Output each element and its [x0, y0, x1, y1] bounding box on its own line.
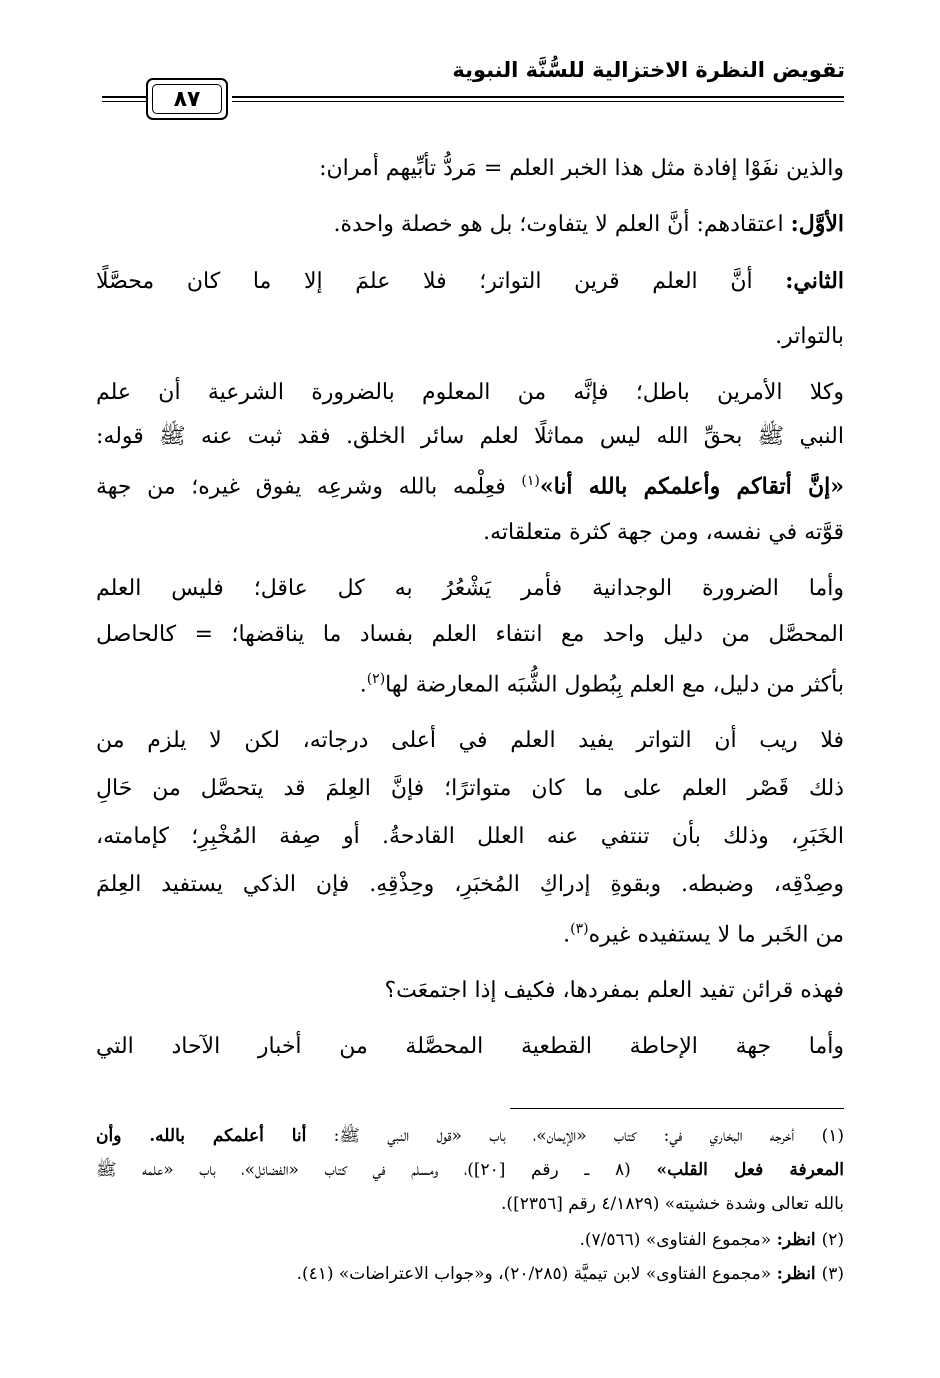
body-line: [334, 213, 845, 236]
footnote-label: انظر:: [776, 1230, 822, 1250]
header-rule: [232, 96, 844, 98]
body-text: من الخَبر ما لا يستفيده غيره: [588, 922, 844, 948]
running-header-title: تقويض النظرة الاختزالية للسُّنَّة النبوية: [452, 58, 845, 82]
header-rule-left-thin: [102, 101, 146, 102]
footnote-ref: (٣): [570, 921, 589, 937]
body-line: بالتواتر.: [775, 324, 844, 349]
footnote-line: [96, 1162, 844, 1179]
page-number: ٨٧: [152, 84, 222, 114]
footnote-line: بالله تعالى وشدة خشيته» (٤/١٨٢٩ رقم [٢٣٥٦]).: [501, 1194, 844, 1214]
footnote-line: [579, 1232, 844, 1249]
footnote-label: انظر:: [776, 1264, 822, 1284]
footnote-text: (٨ ـ رقم [٢٠])، ومسلم في كتاب «الفضائل»، باب «علمه ﷺ: [96, 1160, 657, 1180]
footnote-bold: أنا أعلمكم بالله. وأن: [96, 1126, 307, 1146]
body-text-end: .: [563, 922, 571, 948]
body-line: [96, 474, 844, 498]
footnote-ref: (٢): [366, 671, 386, 687]
footnote-number: (٢): [821, 1230, 844, 1250]
body-line: الخَبَرِ، وذلك بأن تنتفي عنه العلل القادحةُ. أو صِفة المُخْبِرِ؛ كإمامته،: [96, 824, 844, 849]
page-number-box: [146, 78, 228, 120]
header-rule-thin: [232, 101, 844, 102]
body-line: فلا ريب أن التواتر يفيد العلم في أعلى درجاته، لكن لا يلزم من: [96, 728, 844, 753]
hadith-quote: «إنَّ أتقاكم وأعلمكم بالله أنا»: [539, 473, 844, 500]
footnote-text: «مجموع الفتاوى» لابن تيميَّة (٢٠/٢٨٥)، و«جواب الاعتراضات» (٤١).: [296, 1264, 777, 1284]
footnote-text: أخرجه البخاري في: كتاب «الإيمان»، باب «قول النبي ﷺ:: [306, 1126, 822, 1146]
footnote-bold: المعرفة فعل القلب»: [656, 1160, 844, 1180]
body-line: ذلك قَصْر العلم على ما كان متواترًا؛ فإنَّ العِلمَ قد يتحصَّل من حَالِ: [96, 776, 844, 801]
list-text: اعتقادهم: أنَّ العلم لا يتفاوت؛ بل هو خصلة واحدة.: [333, 212, 791, 237]
body-line: [360, 672, 844, 696]
header-rule-left: [102, 96, 146, 98]
body-line: والذين نفَوْا إفادة مثل هذا الخبر العلم = مَردُّ تأبِّيهم أمران:: [319, 156, 844, 181]
footnote-text: «مجموع الفتاوى» (٧/٥٦٦).: [579, 1230, 777, 1250]
list-label: الأوَّل:: [790, 211, 844, 237]
body-line: [563, 922, 844, 946]
body-text: بأكثر من دليل، مع العلم بِبُطول الشُّبَه المعارضة لها: [385, 672, 844, 698]
body-line: وأما الضرورة الوجدانية فأمر يَشْعُرُ به كل عاقل؛ فليس العلم: [96, 576, 844, 601]
body-line: [96, 270, 844, 293]
body-line: فهذه قرائن تفيد العلم بمفردها، فكيف إذا اجتمعَت؟: [384, 978, 844, 1003]
footnote-number: (٣): [821, 1264, 844, 1284]
body-text-end: .: [359, 672, 367, 698]
body-line: وكلا الأمرين باطل؛ فإنَّه من المعلوم بالضرورة الشرعية أن علم: [96, 380, 844, 405]
footnote-separator: [510, 1108, 844, 1109]
body-line: وأما جهة الإحاطة القطعية المحصَّلة من أخبار الآحاد التي: [96, 1034, 844, 1059]
body-line: وصِدْقِه، وضبطه. وبقوةِ إدراكِ المُخبَرِ، وحِذْقِهِ. فإن الذكي يستفيد العِلمَ: [96, 872, 844, 897]
body-text: فعِلْمه بالله وشرعِه يفوق غيره؛ من جهة: [96, 474, 522, 500]
footnote-line: [297, 1266, 844, 1283]
body-line: المحصَّل من دليل واحد مع انتفاء العلم بفساد ما يناقضها؛ = كالحاصل: [96, 622, 844, 647]
list-text: أنَّ العلم قرين التواتر؛ فلا علمَ إلا ما كان محصَّلًا: [96, 269, 786, 294]
footnote-ref: (١): [521, 473, 540, 489]
body-line: قوَّته في نفسه، ومن جهة كثرة متعلقاته.: [483, 520, 844, 545]
body-line: النبي ﷺ بحقِّ الله ليس مماثلًا لعلم سائر الخلق. فقد ثبت عنه ﷺ قوله:: [96, 424, 844, 449]
footnote-line: [96, 1128, 844, 1145]
footnote-number: (١): [821, 1126, 844, 1146]
list-label: الثاني:: [785, 268, 844, 294]
